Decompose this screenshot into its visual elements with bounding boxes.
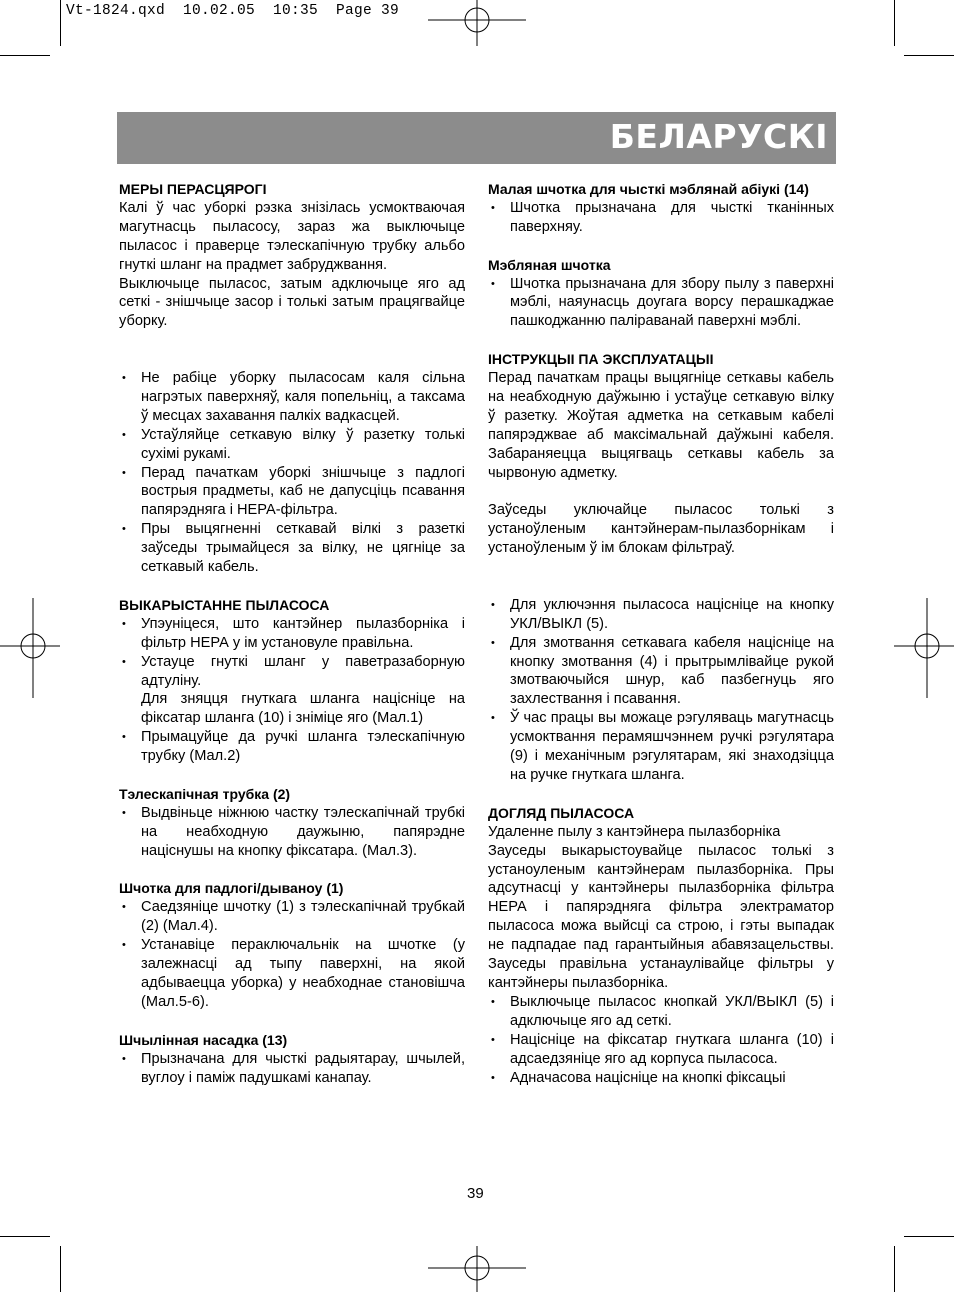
bullet-item: • Для уключэння пыласоса націсніце на кнопку УКЛ/ВЫКЛ (5). [488, 596, 834, 634]
heading-small-brush: Малая шчотка для чысткі мэблянай абіукі (14) [488, 181, 809, 197]
paragraph: Удаленне пылу з кантэйнера пылазборніка [488, 823, 781, 840]
bullet-item: • Устанавіце пераключальнік на шчотке (у залежнасці ад тыпу паверхні, на якой адбываецца уборка) у неабходнае становішча (Мал.5-6). [119, 936, 465, 1012]
registration-mark-left [0, 598, 60, 698]
left-column [119, 180, 465, 1087]
bullet-item: • Пры выцягненні сеткавай вілкі з разеткі заўседы трымайцеся за вілку, не цягніце за сеткавый кабель. [119, 520, 465, 577]
paragraph: Калі ў час уборкі рэзка знізілась усмоктваючая магутнасць пыласосу, зараз жа выключыце пыласос і праверце тэлескапічную трубку альбо гнуткі шланг на прадмет забруджвання. [119, 199, 465, 273]
section-banner [117, 112, 836, 164]
bullet-item: • Выдвіньце ніжнюю частку тэлескапічнай трубкі на неабходную даужыню, папярэдне націснушы на кнопку фіксатара. (Мал.3). [119, 804, 465, 861]
heading-crevice-nozzle: Шчылінная насадка (13) [119, 1031, 288, 1048]
bullet-item: • Націсніце на фіксатар гнуткага шланга (10) і адсаедзяніце яго ад корпуса пыласоса. [488, 1031, 834, 1069]
bullet-item: • Шчотка прызначана для збору пылу з паверхні мэблі, наяунасць доугага ворсу перашкаджае пашкоджанню паліраванай паверхні мэблі. [488, 275, 834, 332]
heading-usage: ВЫКАРЫСТАННЕ ПЫЛАСОСА [119, 596, 330, 613]
bullet-item: • Шчотка прызначана для чысткі тканінных паверхняу. [488, 199, 834, 237]
heading-care: ДОГЛЯД ПЫЛАСОСА [488, 804, 635, 821]
paragraph: Зауседы выкарыстоувайце пыласос толькі з устаноуленым кантэйнерам пылазборніка. Пры адсутнасці у кантэйнеры пылазборніка фільтра НЕРА і папярэдняга фільтра электраматор пыласоса можа выйсці са строю, і гэты выпадак не падпадае пад гарантыйныя абавязацельствы. Зауседы правільна устанаулівайце фільтры у кантэйнеры пылазборніка. [488, 842, 834, 991]
bullet-item: • Не рабіце уборку пыласосам каля сільна нагрэтых паверхняў, каля попельніц, а таксама ў месцах захавання палкіх вадкасцей. [119, 369, 465, 426]
registration-mark-top [428, 0, 526, 46]
paragraph: Перад пачаткам працы выцягніце сеткавы кабель на неабходную даўжыню і устаўце сеткавую вілку ў разетку. Жоўтая адметка на сеткавым кабелі папярэджвае аб максімальнай даўжыні кабеля. Забараняецца выцягваць сеткавы кабель за чырвоную адметку. [488, 370, 834, 481]
registration-mark-bottom [428, 1246, 526, 1292]
bullet-item: • Ў час працы вы можаце рэгуляваць магутнасць усмоктвання перамяшчэннем ручкі рэгулятара (9) і механічным рэгулятарам, які знаходзіцца на ручке гнуткага шланга. [488, 709, 834, 785]
bullet-item: • Выключыце пыласос кнопкай УКЛ/ВЫКЛ (5) і адключыце яго ад сеткі. [488, 993, 834, 1031]
heading-furniture-brush: Мэбляная шчотка [488, 256, 611, 273]
bullet-item: • Устаўляйце сеткавую вілку ў разетку толькі сухімі рукамі. [119, 426, 465, 464]
print-slug: Vt-1824.qxd 10.02.05 10:35 Page 39 [66, 3, 400, 19]
registration-mark-right [894, 598, 954, 698]
paragraph: Заўседы уключайце пыласос толькі з устаноўленым кантэйнерам-пылазборнікам і устаноўленым ў ім блокам фільтраў. [488, 502, 834, 557]
right-column [488, 180, 834, 1087]
heading-telescopic-tube: Тэлескапічная трубка (2) [119, 785, 291, 802]
banner-title: БЕЛАРУСКІ [609, 117, 828, 156]
bullet-item: • Упэуніцеся, што кантэйнер пылазборніка і фільтр НЕРА у ім установуле правільна. [119, 615, 465, 653]
bullet-item: • Прымацуйце да ручкі шланга тэлескапічную трубку (Мал.2) [119, 728, 465, 766]
bullet-item: • Устауце гнуткі шланг у паветразаборную адтуліну. [119, 653, 465, 691]
bullet-item: • Для змотвання сеткавага кабеля націсніце на кнопку змотвання (4) і прытрымлівайце рукой змотваючыйся шнур, каб пазбегнуць яго захлествання і псавання. [488, 634, 834, 710]
heading-floor-brush: Шчотка для падлогі/дываноу (1) [119, 880, 344, 897]
bullet-item: • Адначасова націсніце на кнопкі фіксацыі [488, 1069, 834, 1088]
bullet-continuation: Для зняцця гнуткага шланга націсніце на фіксатар шланга (10) і зніміце яго (Мал.1) [141, 691, 465, 727]
bullet-item: • Саедзяніце шчотку (1) з тэлескапічнай трубкай (2) (Мал.4). [119, 898, 465, 936]
heading-operating-instructions: ІНСТРУКЦЫІ ПА ЭКСПЛУАТАЦЫІ [488, 351, 714, 368]
bullet-item: • Прызначана для чысткі радыятарау, шчылей, вуглоу і паміж падушкамі канапау. [119, 1050, 465, 1088]
page-number: 39 [467, 1185, 484, 1202]
bullet-item: • Перад пачаткам уборкі знішчыце з падлогі вострыя прадметы, каб не дапусціць псавання папярэдняга і НЕРА-фільтра. [119, 464, 465, 521]
heading-precautions: МЕРЫ ПЕРАСЦЯРОГІ [119, 181, 267, 197]
paragraph: Выключыце пыласос, затым адключыце яго ад сеткі - знішчыце засор і толькі затым працягвайце уборку. [119, 275, 465, 330]
